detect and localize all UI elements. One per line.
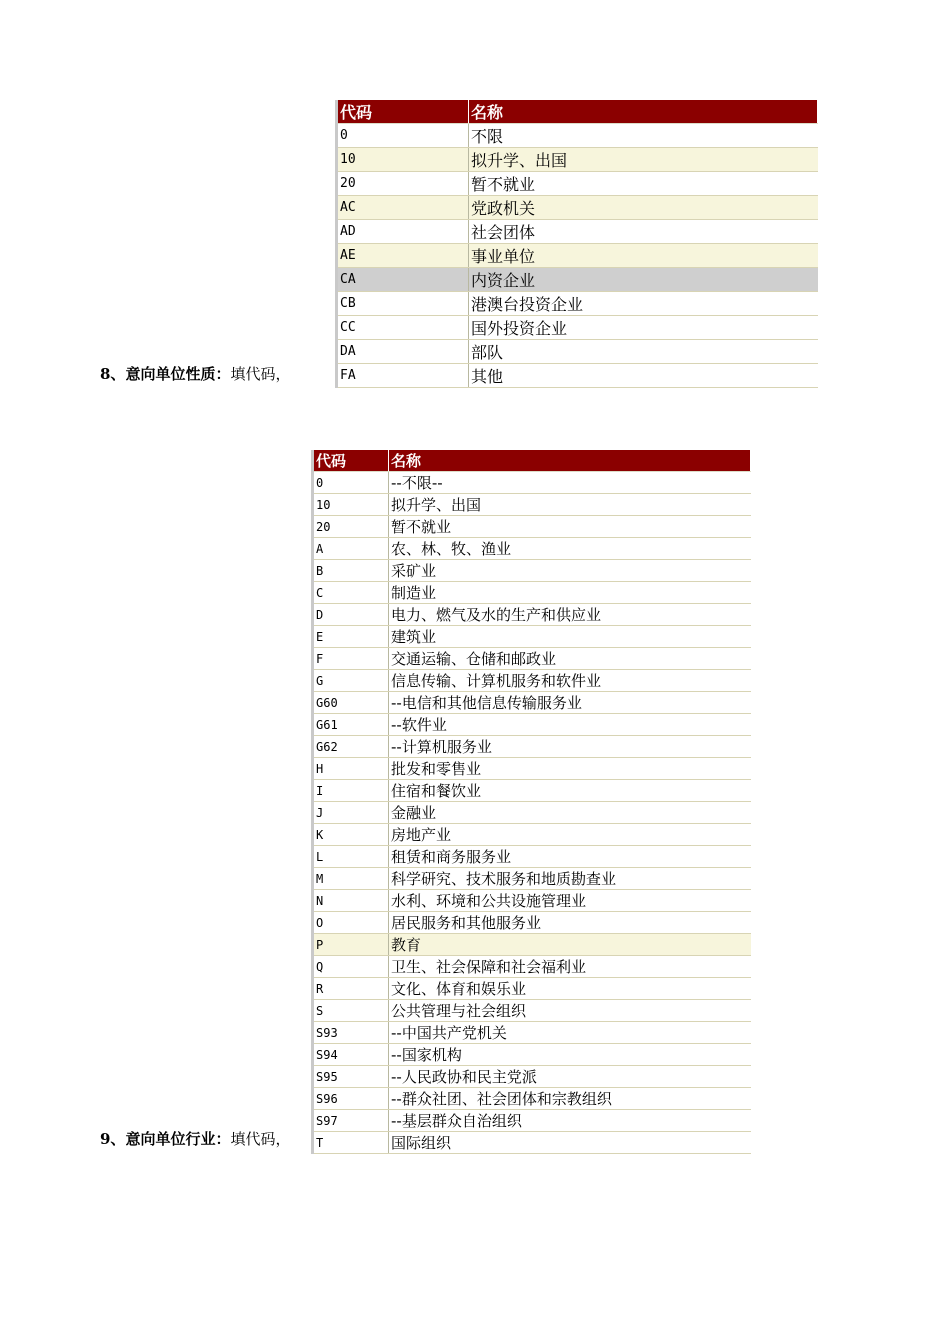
- table-row[interactable]: [313, 1022, 751, 1044]
- code-cell: O: [313, 912, 389, 934]
- name-cell: --软件业: [389, 714, 751, 736]
- table-row[interactable]: [313, 560, 751, 582]
- code-cell: I: [313, 780, 389, 802]
- table-row[interactable]: [313, 824, 751, 846]
- code-cell: S95: [313, 1066, 389, 1088]
- table-row[interactable]: [313, 846, 751, 868]
- name-cell: 不限: [469, 124, 818, 148]
- code-cell: P: [313, 934, 389, 956]
- table-row[interactable]: [313, 714, 751, 736]
- code-cell: S97: [313, 1110, 389, 1132]
- name-column-header: 名称: [469, 100, 818, 124]
- table-row[interactable]: [313, 802, 751, 824]
- table-row[interactable]: [337, 244, 818, 268]
- section-9-number: 9、: [100, 1130, 126, 1148]
- table-row[interactable]: [337, 292, 818, 316]
- code-cell: G61: [313, 714, 389, 736]
- code-cell: S: [313, 1000, 389, 1022]
- name-cell: 批发和零售业: [389, 758, 751, 780]
- name-cell: 卫生、社会保障和社会福利业: [389, 956, 751, 978]
- code-cell: A: [313, 538, 389, 560]
- code-cell: S93: [313, 1022, 389, 1044]
- code-cell: S96: [313, 1088, 389, 1110]
- unit-nature-rows: [337, 124, 818, 388]
- name-cell: 公共管理与社会组织: [389, 1000, 751, 1022]
- table-row[interactable]: [337, 364, 818, 388]
- table-row[interactable]: [313, 890, 751, 912]
- code-cell: 0: [313, 472, 389, 494]
- code-cell: 10: [313, 494, 389, 516]
- name-cell: 住宿和餐饮业: [389, 780, 751, 802]
- code-cell: CC: [337, 316, 469, 340]
- name-cell: --基层群众自治组织: [389, 1110, 751, 1132]
- table-row[interactable]: [313, 626, 751, 648]
- code-cell: J: [313, 802, 389, 824]
- table-row[interactable]: [313, 582, 751, 604]
- unit-industry-code-table: [311, 450, 751, 1154]
- name-cell: 国外投资企业: [469, 316, 818, 340]
- name-cell: 暂不就业: [469, 172, 818, 196]
- table-row[interactable]: [313, 1110, 751, 1132]
- code-cell: N: [313, 890, 389, 912]
- table-row[interactable]: [337, 172, 818, 196]
- code-cell: T: [313, 1132, 389, 1154]
- name-column-header: 名称: [389, 450, 751, 472]
- section-8-label: 意向单位性质：: [125, 365, 231, 383]
- name-cell: --人民政协和民主党派: [389, 1066, 751, 1088]
- section-8-caption: [100, 363, 290, 384]
- name-cell: 水利、环境和公共设施管理业: [389, 890, 751, 912]
- code-cell: M: [313, 868, 389, 890]
- table-row[interactable]: [313, 494, 751, 516]
- code-cell: 0: [337, 124, 469, 148]
- name-cell: 国际组织: [389, 1132, 751, 1154]
- unit-industry-rows: [313, 472, 751, 1154]
- table-row[interactable]: [337, 340, 818, 364]
- name-cell: 信息传输、计算机服务和软件业: [389, 670, 751, 692]
- code-cell: G62: [313, 736, 389, 758]
- section-8-note: 填代码，: [230, 365, 291, 383]
- code-cell: CA: [337, 268, 469, 292]
- name-cell: --群众社团、社会团体和宗教组织: [389, 1088, 751, 1110]
- code-cell: CB: [337, 292, 469, 316]
- name-cell: 部队: [469, 340, 818, 364]
- code-cell: G: [313, 670, 389, 692]
- code-cell: L: [313, 846, 389, 868]
- code-cell: AD: [337, 220, 469, 244]
- name-cell: 居民服务和其他服务业: [389, 912, 751, 934]
- table-row[interactable]: [313, 758, 751, 780]
- table-header-row: [313, 450, 751, 472]
- table-row[interactable]: [313, 912, 751, 934]
- table-row[interactable]: [337, 124, 818, 148]
- section-9-note: 填代码，: [230, 1130, 291, 1148]
- table-row[interactable]: [337, 220, 818, 244]
- name-cell: 房地产业: [389, 824, 751, 846]
- name-cell: 拟升学、出国: [469, 148, 818, 172]
- table-row[interactable]: [313, 648, 751, 670]
- name-cell: 制造业: [389, 582, 751, 604]
- name-cell: 事业单位: [469, 244, 818, 268]
- name-cell: 建筑业: [389, 626, 751, 648]
- table-row[interactable]: [313, 516, 751, 538]
- table-row[interactable]: [313, 1044, 751, 1066]
- name-cell: 电力、燃气及水的生产和供应业: [389, 604, 751, 626]
- code-cell: H: [313, 758, 389, 780]
- code-cell: 20: [337, 172, 469, 196]
- name-cell: --不限--: [389, 472, 751, 494]
- name-cell: 科学研究、技术服务和地质勘查业: [389, 868, 751, 890]
- table-row[interactable]: [313, 1088, 751, 1110]
- code-column-header: 代码: [313, 450, 389, 472]
- code-cell: 10: [337, 148, 469, 172]
- table-row[interactable]: [313, 736, 751, 758]
- unit-nature-code-table: [335, 100, 818, 388]
- table-row[interactable]: [313, 1066, 751, 1088]
- table-row[interactable]: [313, 472, 751, 494]
- table-row[interactable]: [313, 538, 751, 560]
- name-cell: --国家机构: [389, 1044, 751, 1066]
- name-cell: 农、林、牧、渔业: [389, 538, 751, 560]
- name-cell: 港澳台投资企业: [469, 292, 818, 316]
- code-cell: C: [313, 582, 389, 604]
- code-cell: AE: [337, 244, 469, 268]
- section-8-number: 8、: [100, 365, 126, 383]
- code-cell: Q: [313, 956, 389, 978]
- code-cell: F: [313, 648, 389, 670]
- name-cell: 金融业: [389, 802, 751, 824]
- name-cell: 文化、体育和娱乐业: [389, 978, 751, 1000]
- section-9-caption: [100, 1128, 290, 1149]
- name-cell: --计算机服务业: [389, 736, 751, 758]
- table-row[interactable]: [313, 978, 751, 1000]
- table-row[interactable]: [337, 316, 818, 340]
- table-row[interactable]: [337, 148, 818, 172]
- name-cell: --中国共产党机关: [389, 1022, 751, 1044]
- table-row[interactable]: [337, 196, 818, 220]
- code-cell: D: [313, 604, 389, 626]
- table-row[interactable]: [313, 692, 751, 714]
- table-row[interactable]: [313, 1000, 751, 1022]
- name-cell: --电信和其他信息传输服务业: [389, 692, 751, 714]
- table-row[interactable]: [313, 956, 751, 978]
- name-cell: 党政机关: [469, 196, 818, 220]
- table-row[interactable]: [337, 268, 818, 292]
- code-cell: DA: [337, 340, 469, 364]
- table-row[interactable]: [313, 604, 751, 626]
- code-cell: B: [313, 560, 389, 582]
- code-cell: K: [313, 824, 389, 846]
- name-cell: 教育: [389, 934, 751, 956]
- table-row[interactable]: [313, 1132, 751, 1154]
- section-9-label: 意向单位行业：: [125, 1130, 231, 1148]
- name-cell: 采矿业: [389, 560, 751, 582]
- name-cell: 拟升学、出国: [389, 494, 751, 516]
- name-cell: 交通运输、仓储和邮政业: [389, 648, 751, 670]
- table-row[interactable]: [313, 670, 751, 692]
- code-cell: AC: [337, 196, 469, 220]
- name-cell: 租赁和商务服务业: [389, 846, 751, 868]
- table-row[interactable]: [313, 868, 751, 890]
- code-cell: R: [313, 978, 389, 1000]
- code-cell: S94: [313, 1044, 389, 1066]
- table-row[interactable]: [313, 780, 751, 802]
- code-cell: G60: [313, 692, 389, 714]
- name-cell: 社会团体: [469, 220, 818, 244]
- code-cell: E: [313, 626, 389, 648]
- table-header-row: [337, 100, 818, 124]
- code-column-header: 代码: [337, 100, 469, 124]
- code-cell: 20: [313, 516, 389, 538]
- name-cell: 内资企业: [469, 268, 818, 292]
- table-row[interactable]: [313, 934, 751, 956]
- code-cell: FA: [337, 364, 469, 388]
- name-cell: 暂不就业: [389, 516, 751, 538]
- name-cell: 其他: [469, 364, 818, 388]
